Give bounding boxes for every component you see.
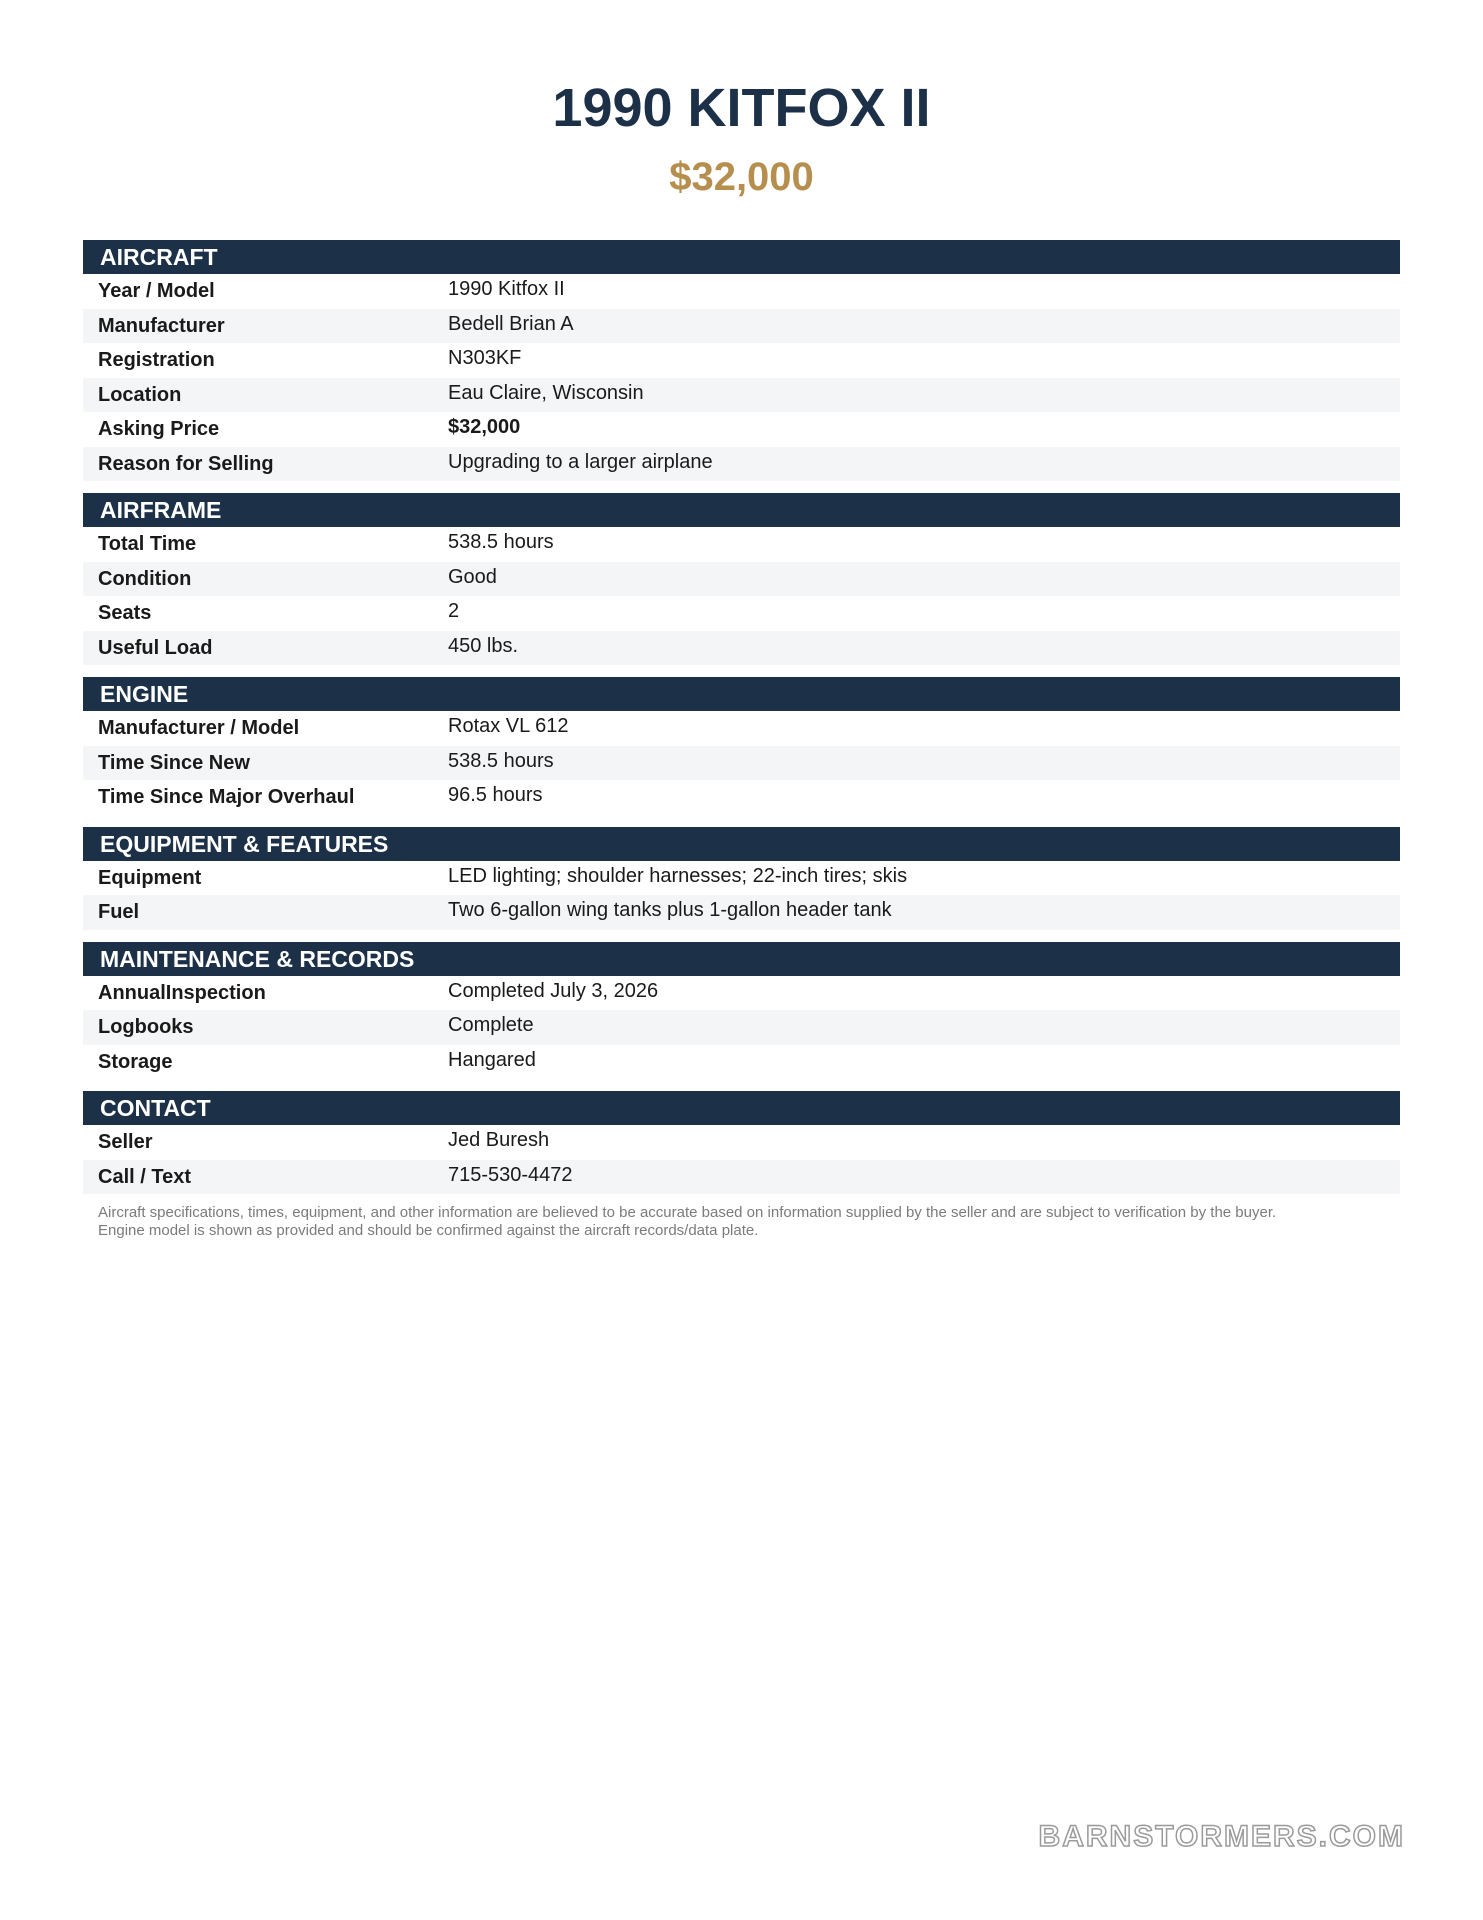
spec-row: [83, 1045, 1400, 1080]
spec-label: Asking Price: [98, 418, 220, 440]
section-header: CONTACT: [83, 1091, 1400, 1125]
section-header: AIRCRAFT: [83, 240, 1400, 274]
spec-row: [83, 711, 1400, 746]
spec-label: Logbooks: [98, 1016, 194, 1038]
spec-row: [83, 631, 1400, 666]
spec-value: 96.5 hours: [448, 784, 543, 806]
section-header: AIRFRAME: [83, 493, 1400, 527]
spec-row: [83, 378, 1400, 413]
spec-label: Year / Model: [98, 280, 215, 302]
spec-label: Condition: [98, 567, 192, 590]
spec-value: Upgrading to a larger airplane: [448, 450, 713, 473]
asking-price-headline: $32,000: [669, 155, 814, 199]
spec-value: Hangared: [448, 1048, 536, 1071]
spec-value: 538.5 hours: [448, 749, 554, 772]
spec-value: 2: [448, 600, 460, 622]
spec-label: Manufacturer / Model: [98, 717, 300, 739]
section-rows: [83, 274, 1400, 481]
spec-label: Reason for Selling: [98, 452, 274, 475]
spec-value: 1990 Kitfox II: [448, 278, 565, 300]
disclaimer: [83, 1204, 1400, 1240]
spec-row: [83, 447, 1400, 482]
spec-label: Seats: [98, 602, 152, 624]
section-rows: [83, 976, 1400, 1080]
spec-label: Seller: [98, 1131, 153, 1153]
spec-value: 715-530-4472: [448, 1163, 573, 1186]
spec-value: Jed Buresh: [448, 1129, 550, 1151]
spec-label: Call / Text: [98, 1165, 191, 1188]
watermark-logo: BARNSTORMERS.COM: [1038, 1820, 1405, 1853]
section-rows: [83, 861, 1400, 930]
section-header: EQUIPMENT & FEATURES: [83, 827, 1400, 861]
spec-row: [83, 861, 1400, 896]
spec-value: Two 6-gallon wing tanks plus 1-gallon header tank: [448, 899, 892, 921]
section-equipment-features: [83, 827, 1400, 930]
spec-row: [83, 274, 1400, 309]
page-title: 1990 KITFOX II: [552, 78, 931, 138]
spec-value: 450 lbs.: [448, 634, 519, 657]
spec-value: Completed July 3, 2026: [448, 979, 659, 1002]
disclaimer-line-1: Aircraft specifications, times, equipment, and other information are believed to be accurate based on information supplied by the seller and are subject to verification by the buyer.: [98, 1204, 1277, 1221]
section-airframe: [83, 493, 1400, 665]
spec-value: 538.5 hours: [448, 531, 554, 553]
spec-label: Time Since Major Overhaul: [98, 786, 355, 808]
disclaimer-line-2: Engine model is shown as provided and should be confirmed against the aircraft records/data plate.: [98, 1222, 759, 1239]
spec-label: AnnualInspection: [98, 981, 266, 1004]
spec-label: Time Since New: [98, 751, 250, 774]
spec-label: Equipment: [98, 866, 202, 889]
spec-row: [83, 343, 1400, 378]
spec-label: Total Time: [98, 533, 197, 555]
spec-row: [83, 309, 1400, 344]
spec-sections: [83, 240, 1400, 1194]
spec-row: [83, 746, 1400, 781]
spec-value: N303KF: [448, 347, 522, 369]
spec-label: Registration: [98, 349, 215, 371]
spec-label: Useful Load: [98, 636, 213, 659]
section-aircraft: [83, 240, 1400, 481]
spec-row: [83, 527, 1400, 562]
spec-row: [83, 895, 1400, 930]
section-rows: [83, 527, 1400, 665]
section-maintenance-records: [83, 942, 1400, 1080]
section-rows: [83, 1125, 1400, 1194]
spec-row: [83, 780, 1400, 815]
spec-value: Bedell Brian A: [448, 312, 574, 335]
section-contact: [83, 1091, 1400, 1194]
spec-value: LED lighting; shoulder harnesses; 22-inch tires; skis: [448, 864, 908, 887]
spec-row: [83, 1010, 1400, 1045]
spec-row: [83, 562, 1400, 597]
spec-value: Good: [448, 565, 497, 588]
spec-value: Rotax VL 612: [448, 715, 569, 737]
spec-label: Location: [98, 383, 182, 406]
section-header: ENGINE: [83, 677, 1400, 711]
listing-sheet: [83, 0, 1400, 1240]
spec-row: [83, 596, 1400, 631]
spec-value: Complete: [448, 1014, 534, 1036]
section-rows: [83, 711, 1400, 815]
spec-value: Eau Claire, Wisconsin: [448, 381, 644, 404]
spec-row: [83, 1160, 1400, 1195]
spec-value: $32,000: [448, 416, 521, 438]
spec-row: [83, 976, 1400, 1011]
spec-label: Manufacturer: [98, 314, 225, 337]
section-engine: [83, 677, 1400, 815]
spec-row: [83, 412, 1400, 447]
spec-label: Storage: [98, 1050, 173, 1073]
spec-label: Fuel: [98, 901, 140, 923]
spec-row: [83, 1125, 1400, 1160]
section-header: MAINTENANCE & RECORDS: [83, 942, 1400, 976]
